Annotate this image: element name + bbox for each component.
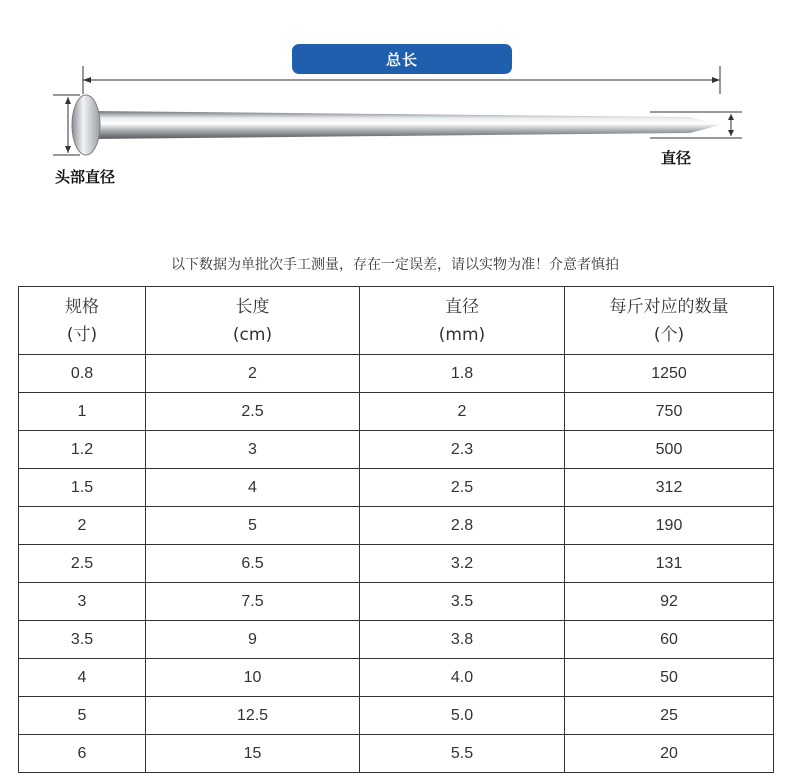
- nail-illustration: [0, 0, 790, 200]
- cell-length: 2: [146, 355, 360, 393]
- header-length: [146, 287, 360, 355]
- header-size-title: 规格: [65, 296, 99, 317]
- cell-length: 10: [146, 659, 360, 697]
- cell-size: 5: [19, 697, 146, 735]
- cell-length: 3: [146, 431, 360, 469]
- cell-diameter: 1.8: [360, 355, 565, 393]
- cell-length: 6.5: [146, 545, 360, 583]
- cell-size: 3.5: [19, 621, 146, 659]
- cell-size: 6: [19, 735, 146, 773]
- table-row: [19, 621, 774, 659]
- cell-count: 60: [565, 621, 774, 659]
- cell-diameter: 2.5: [360, 469, 565, 507]
- total-length-label: 总长: [292, 44, 512, 74]
- cell-size: 1.5: [19, 469, 146, 507]
- cell-size: 0.8: [19, 355, 146, 393]
- cell-size: 1: [19, 393, 146, 431]
- head-diameter-label: 头部直径: [55, 168, 116, 186]
- cell-count: 131: [565, 545, 774, 583]
- diameter-label: 直径: [661, 149, 692, 167]
- cell-size: 3: [19, 583, 146, 621]
- cell-count: 25: [565, 697, 774, 735]
- cell-diameter: 5.5: [360, 735, 565, 773]
- cell-length: 2.5: [146, 393, 360, 431]
- cell-diameter: 3.5: [360, 583, 565, 621]
- table-row: [19, 697, 774, 735]
- cell-count: 190: [565, 507, 774, 545]
- header-length-unit: (cm): [232, 324, 273, 345]
- table-row: [19, 583, 774, 621]
- cell-count: 50: [565, 659, 774, 697]
- cell-size: 1.2: [19, 431, 146, 469]
- table-row: [19, 393, 774, 431]
- table-row: [19, 507, 774, 545]
- header-diameter-unit: (mm): [438, 324, 486, 345]
- table-row: [19, 659, 774, 697]
- cell-length: 7.5: [146, 583, 360, 621]
- cell-size: 2: [19, 507, 146, 545]
- header-size: [19, 287, 146, 355]
- cell-count: 500: [565, 431, 774, 469]
- cell-count: 1250: [565, 355, 774, 393]
- header-count-title: 每斤对应的数量: [609, 296, 729, 317]
- header-size-unit: (寸): [66, 324, 98, 345]
- table-row: [19, 469, 774, 507]
- cell-diameter: 3.2: [360, 545, 565, 583]
- cell-diameter: 3.8: [360, 621, 565, 659]
- cell-diameter: 2.8: [360, 507, 565, 545]
- cell-length: 12.5: [146, 697, 360, 735]
- header-diameter-title: 直径: [445, 296, 479, 317]
- cell-length: 4: [146, 469, 360, 507]
- cell-count: 750: [565, 393, 774, 431]
- nail-diagram: [0, 0, 790, 200]
- table-row: [19, 355, 774, 393]
- spec-table: [18, 286, 774, 773]
- measurement-note: 以下数据为单批次手工测量，存在一定误差，请以实物为准！介意者慎拍: [171, 257, 619, 273]
- header-count: [565, 287, 774, 355]
- cell-diameter: 2: [360, 393, 565, 431]
- cell-length: 5: [146, 507, 360, 545]
- cell-diameter: 2.3: [360, 431, 565, 469]
- cell-length: 15: [146, 735, 360, 773]
- header-length-title: 长度: [235, 296, 270, 317]
- cell-diameter: 4.0: [360, 659, 565, 697]
- table-row: [19, 735, 774, 773]
- header-diameter: [360, 287, 565, 355]
- table-row: [19, 431, 774, 469]
- cell-length: 9: [146, 621, 360, 659]
- cell-size: 4: [19, 659, 146, 697]
- cell-count: 92: [565, 583, 774, 621]
- cell-count: 312: [565, 469, 774, 507]
- table-row: [19, 545, 774, 583]
- cell-count: 20: [565, 735, 774, 773]
- cell-diameter: 5.0: [360, 697, 565, 735]
- table-header-row: [19, 287, 774, 355]
- header-count-unit: (个): [653, 324, 685, 345]
- cell-size: 2.5: [19, 545, 146, 583]
